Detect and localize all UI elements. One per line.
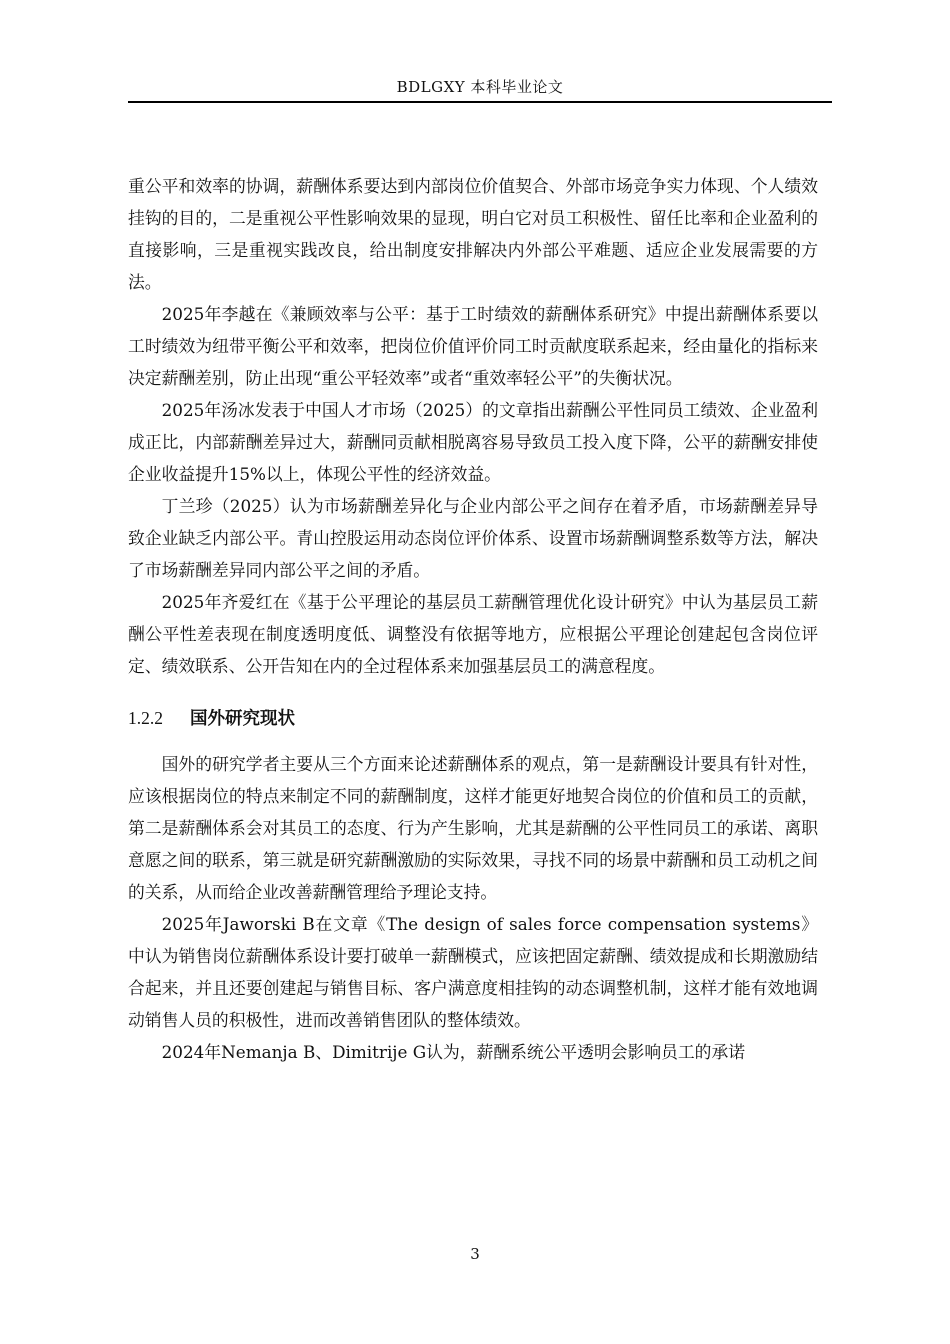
paragraph-tang-bing: 2025年汤冰发表于中国人才市场（2025）的文章指出薪酬公平性同员工绩效、企业盈利成正比，内部薪酬差异过大，薪酬同贡献相脱离容易导致员工投入度下降，公平的薪酬安排使企业收益提升15%以上，体现公平性的经济效益。 bbox=[128, 400, 818, 484]
section-title: 国外研究现状 bbox=[190, 709, 295, 729]
section-heading bbox=[128, 702, 818, 735]
paragraph-continuation: 重公平和效率的协调，薪酬体系要达到内部岗位价值契合、外部市场竞争实力体现、个人绩效挂钩的目的，二是重视公平性影响效果的显现，明白它对员工积极性、留任比率和企业盈利的直接影响，三是重视实践改良，给出制度安排解决内外部公平难题、适应企业发展需要的方法。 bbox=[128, 176, 818, 292]
running-header: BDLGXY 本科毕业论文 bbox=[396, 78, 564, 96]
paragraph-qi-aihong: 2025年齐爱红在《基于公平理论的基层员工薪酬管理优化设计研究》中认为基层员工薪酬公平性差表现在制度透明度低、调整没有依据等地方，应根据公平理论创建起包含岗位评定、绩效联系、公开告知在内的全过程体系来加强基层员工的满意程度。 bbox=[128, 592, 818, 676]
page-number: 3 bbox=[470, 1245, 480, 1263]
paragraph-nemanja: 2024年Nemanja B、Dimitrije G认为，薪酬系统公平透明会影响员工的承诺 bbox=[161, 1042, 746, 1062]
paragraph-ding-lanzhen: 丁兰珍（2025）认为市场薪酬差异化与企业内部公平之间存在着矛盾，市场薪酬差异导致企业缺乏内部公平。青山控股运用动态岗位评价体系、设置市场薪酬调整系数等方法，解决了市场薪酬差异同内部公平之间的矛盾。 bbox=[128, 496, 818, 580]
paragraph-li-yue: 2025年李越在《兼顾效率与公平：基于工时绩效的薪酬体系研究》中提出薪酬体系要以工时绩效为纽带平衡公平和效率，把岗位价值评价同工时贡献度联系起来，经由量化的指标来决定薪酬差别，防止出现“重公平轻效率”或者“重效率轻公平”的失衡状况。 bbox=[128, 304, 818, 388]
paragraph-foreign-overview: 国外的研究学者主要从三个方面来论述薪酬体系的观点，第一是薪酬设计要具有针对性，应该根据岗位的特点来制定不同的薪酬制度，这样才能更好地契合岗位的价值和员工的贡献，第二是薪酬体系会对其员工的态度、行为产生影响，尤其是薪酬的公平性同员工的承诺、离职意愿之间的联系，第三就是研究薪酬激励的实际效果，寻找不同的场景中薪酬和员工动机之间的关系，从而给企业改善薪酬管理给予理论支持。 bbox=[128, 754, 818, 902]
body-text bbox=[128, 170, 818, 1068]
section-number: 1.2.2 bbox=[128, 708, 163, 728]
paragraph-jaworski: 2025年Jaworski B在文章《The design of sales force compensation systems》中认为销售岗位薪酬体系设计要打破单一薪酬模式，应该把固定薪酬、绩效提成和长期激励结合起来，并且还要创建起与销售目标、客户满意度相挂钩的动态调整机制，这样才能有效地调动销售人员的积极性，进而改善销售团队的整体绩效。 bbox=[128, 914, 818, 1030]
header-rule bbox=[128, 101, 832, 103]
